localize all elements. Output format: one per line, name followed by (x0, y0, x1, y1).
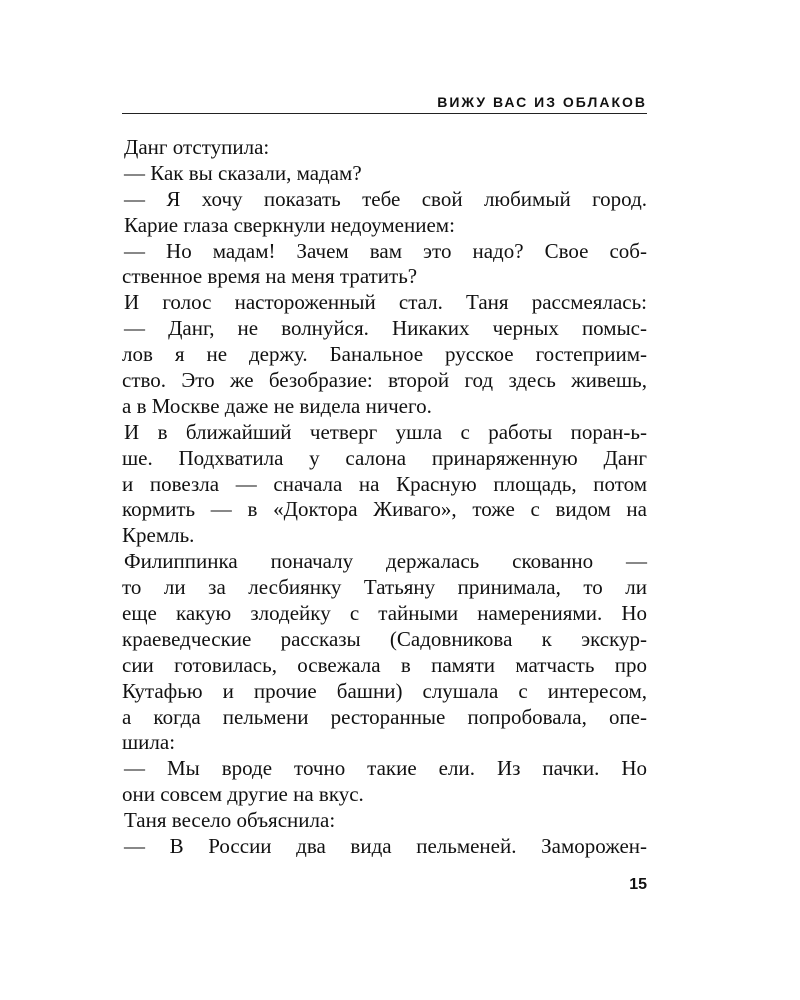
text-line: а в Москве даже не видела ничего. (122, 393, 432, 418)
text-line: еще какую злодейку с тайными намерениями. Но (122, 601, 647, 626)
text-line: — Как вы сказали, мадам? (124, 160, 362, 185)
text-line: Кутафью и прочие башни) слушала с интересом, (122, 678, 647, 703)
text-line: ственное время на меня тратить? (122, 264, 418, 289)
text-line: шила: (122, 730, 176, 755)
text-line: — Данг, не волнуйся. Никаких черных помыс- (124, 316, 647, 341)
text-line: — Я хочу показать тебе свой любимый город. (124, 186, 647, 211)
text-line: лов я не держу. Банальное русское гостеприим- (122, 342, 647, 367)
text-line: — В России два вида пельменей. Заморожен- (124, 834, 647, 859)
text-line: Таня весело объяснила: (124, 808, 336, 833)
header-divider (122, 113, 647, 114)
text-line: — Мы вроде точно такие ели. Из пачки. Но (124, 756, 647, 781)
text-line: ство. Это же безобразие: второй год здесь живешь, (122, 368, 647, 393)
text-line: а когда пельмени ресторанные попробовала, опе- (122, 704, 647, 729)
text-line: ше. Подхватила у салона принаряженную Данг (122, 445, 647, 470)
text-line: — Но мадам! Зачем вам это надо? Свое соб- (124, 238, 647, 263)
text-line: И голос настороженный стал. Таня рассмеялась: (124, 290, 647, 315)
body-text (122, 135, 647, 860)
text-line: они совсем другие на вкус. (122, 782, 364, 807)
text-line: Филиппинка поначалу держалась скованно — (124, 549, 647, 574)
text-line: Карие глаза сверкнули недоумением: (124, 212, 455, 237)
text-line: то ли за лесбиянку Татьяну принимала, то ли (122, 575, 647, 600)
text-line: краеведческие рассказы (Садовникова к экскур- (122, 626, 647, 651)
text-line: Кремль. (122, 523, 195, 548)
text-line: И в ближайший четверг ушла с работы поран-ь- (124, 419, 647, 444)
page-number: 15 (629, 876, 647, 893)
running-title: ВИЖУ ВАС ИЗ ОБЛАКОВ (437, 94, 647, 110)
text-line: сии готовилась, освежала в памяти матчасть про (122, 652, 647, 677)
text-line: кормить — в «Доктора Живаго», тоже с видом на (122, 497, 647, 522)
text-line: Данг отступила: (124, 135, 270, 159)
text-line: и повезла — сначала на Красную площадь, потом (122, 471, 647, 496)
